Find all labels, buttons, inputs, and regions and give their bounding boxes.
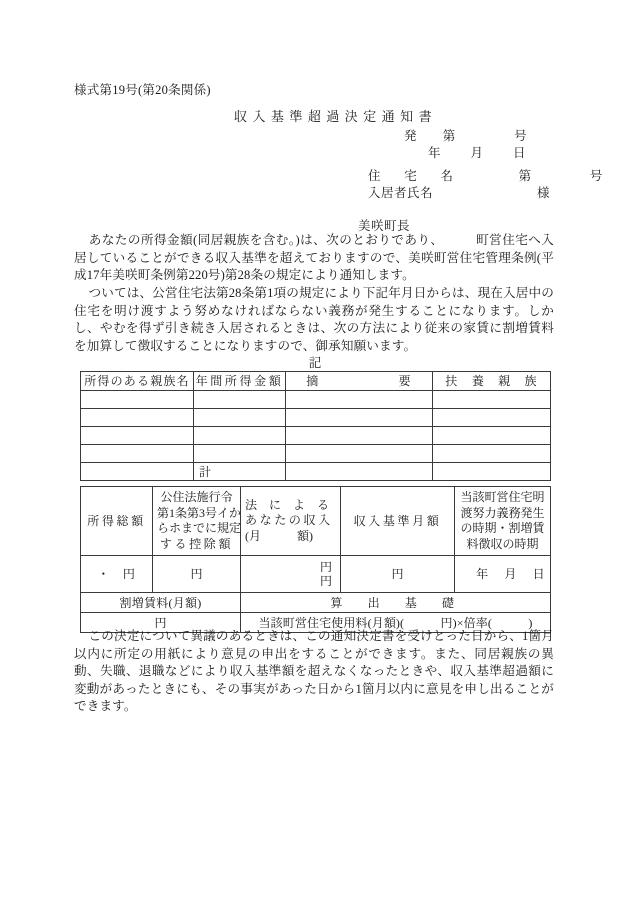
cell-total-note[interactable] [286,463,433,481]
header-your-income-line-3: (月 額) [245,528,313,543]
value-your-income-unit-1: 円 [319,559,332,574]
resident-name-honorific: 様 [537,186,550,200]
header-timing-line-3: の時期・割増賃 [460,521,545,535]
issue-date-year: 年 [428,146,441,160]
premium-basis-label: 算 出 基 礎 [241,593,551,613]
form-number: 様式第19号(第20条関係) [74,83,211,97]
value-your-income[interactable] [241,556,341,593]
issue-date-day: 日 [513,146,526,160]
header-note: 摘 要 [286,372,433,391]
calc-header-row [81,487,551,556]
cell-note[interactable] [286,445,433,463]
header-annual-income: 年間所得金額 [194,372,286,391]
paragraph-objection [74,628,554,716]
resident-name-line [368,183,550,201]
cell-note[interactable] [286,391,433,409]
issue-number-label: 発 第 [404,129,463,143]
value-income-standard[interactable]: 円 [341,556,455,593]
timing-day: 日 [532,567,545,581]
issue-number-suffix: 号 [514,129,527,143]
timing-month: 月 [504,567,517,581]
cell-dependents[interactable] [433,409,551,427]
header-deduction-line-4: する控除額 [159,536,234,551]
cell-annual-income[interactable] [194,391,286,409]
cell-relative-name[interactable] [81,391,194,409]
premium-rent-unit[interactable]: 円 [81,613,241,633]
issue-date-line [428,143,526,161]
calc-value-row[interactable] [81,556,551,593]
cell-dependents[interactable] [433,427,551,445]
header-deduction-line-1: 公住法施行令 [160,490,233,504]
header-income-standard: 収入基準月額 [341,487,455,556]
paragraph-notification [74,232,554,285]
table-row[interactable] [81,391,551,409]
issue-number-line [404,126,527,144]
table-row-header [81,372,551,391]
issue-date-month: 月 [470,146,484,160]
header-your-income-line-2: あなたの収入 [245,513,333,528]
issuer-mayor: 美咲町長 [358,219,411,233]
table-row-total[interactable] [81,463,551,481]
header-deduction [153,487,241,556]
cell-annual-income[interactable] [194,445,286,463]
house-name-label: 住 宅 名 [368,169,459,183]
value-total-income[interactable]: ・ 円 [81,556,153,593]
header-timing-line-4: 料徴収の時期 [466,536,539,551]
house-name-line [368,166,614,184]
cell-relative-name[interactable] [81,409,194,427]
header-deduction-line-2: 第1条第3号イか [157,505,242,520]
header-timing-line-1: 当該町営住宅明 [460,490,545,504]
paragraph-1-text: あなたの所得金額(同居親族を含む。)は、次のとおりであり、 町営住宅へ入居していることができる収入基準を超えておりますので、美咲町営住宅管理条例(平成17年美咲町条例第220号)第28条の規定により通知します。 [74,233,554,283]
cell-dependents[interactable] [433,391,551,409]
cell-total-label: 計 [194,463,286,481]
cell-relative-name[interactable] [81,445,194,463]
premium-header-row [81,593,551,613]
resident-name-label: 入居者氏名 [368,186,434,200]
timing-year: 年 [476,567,489,581]
header-total-income: 所得総額 [81,487,153,556]
header-your-income-line-1: 法 に よ る [245,497,330,512]
cell-note[interactable] [286,409,433,427]
cell-dependents[interactable] [433,445,551,463]
header-dependents: 扶 養 親 族 [433,372,551,391]
cell-total-dependents[interactable] [433,463,551,481]
value-timing-date[interactable] [455,556,551,593]
premium-formula[interactable]: 当該町営住宅使用料(月額)( 円)×倍率( ) [241,613,551,633]
cell-note[interactable] [286,427,433,445]
value-your-income-unit-2: 円 [319,574,332,588]
table-row[interactable] [81,409,551,427]
header-relative-name: 所得のある親族名 [81,372,194,391]
house-name-suffix: 第 号 [518,169,614,183]
header-deduction-line-3: らホまでに規定 [157,521,242,535]
document-title: 収入基準超過決定通知書 [234,109,438,124]
table-row[interactable] [81,445,551,463]
paragraph-2-text: ついては、公営住宅法第28条第1項の規定により下記年月日からは、現在入居中の住宅を明け渡すよう努めなければならない義務が発生することになります。しかし、やむを得ず引き続き入居されるときは、次の方法により従来の家賃に割増賃料を加算して徴収することになりますので、御承知願います。 [74,286,554,353]
relatives-income-table [80,371,551,481]
header-your-income [241,487,341,556]
value-deduction[interactable]: 円 [153,556,241,593]
paragraph-obligation [74,285,554,355]
cell-annual-income[interactable] [194,409,286,427]
header-timing [455,487,551,556]
cell-relative-name[interactable] [81,427,194,445]
header-timing-line-2: 渡努力義務発生 [460,505,545,520]
ki-heading: 記 [308,356,322,370]
paragraph-3-text: この決定について異議のあるときは、この通知決定書を受けとった日から、1箇月以内に所定の用紙により意見の申出をすることができます。また、同居親族の異動、失職、退職などにより収入基準額を超えなくなったときや、収入基準超過額に変動があったときにも、その事実があった日から1箇月以内に意見を申し出ることができます。 [74,629,554,714]
income-calculation-table [80,486,551,633]
table-row[interactable] [81,427,551,445]
premium-rent-label: 割増賃料(月額) [81,593,241,613]
cell-total-blank [81,463,194,481]
cell-annual-income[interactable] [194,427,286,445]
